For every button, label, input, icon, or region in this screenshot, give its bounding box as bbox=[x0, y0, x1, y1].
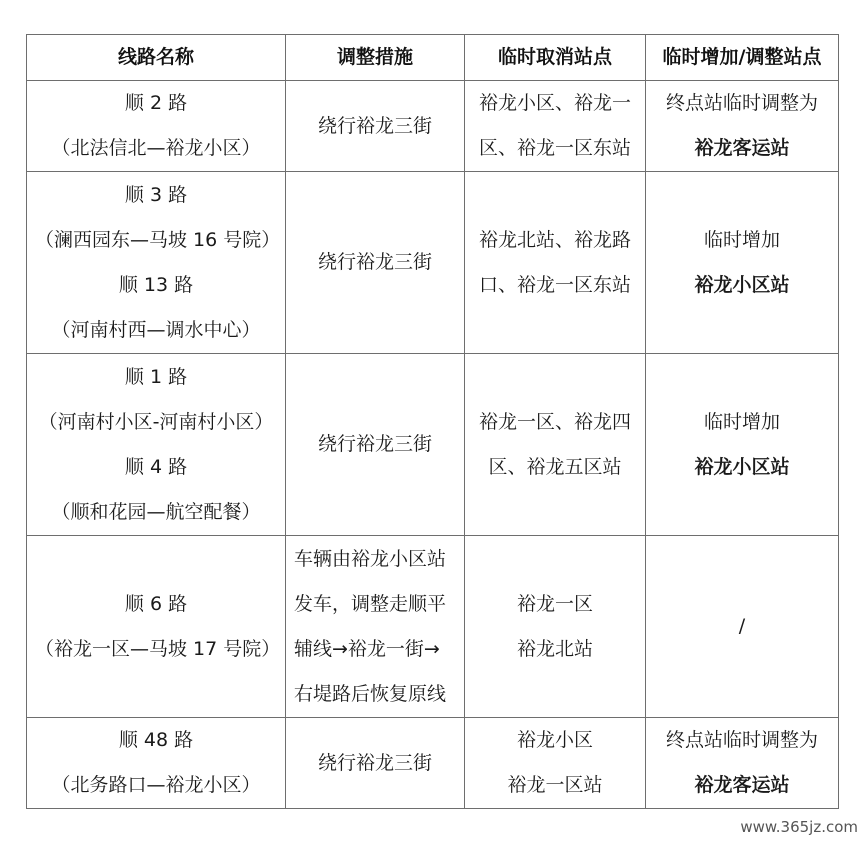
table-header-row bbox=[27, 35, 839, 81]
header-added: 临时增加/调整站点 bbox=[646, 35, 839, 81]
cancelled-text: 裕龙北站、裕龙路 bbox=[478, 228, 631, 251]
route-span: （北务路口—裕龙小区） bbox=[51, 774, 261, 796]
added-text: 临时增加 bbox=[703, 410, 780, 433]
table-row bbox=[27, 536, 839, 718]
measure-text: 绕行裕龙三街 bbox=[317, 114, 432, 137]
measure-text: 车辆由裕龙小区站 bbox=[294, 547, 447, 570]
added-text: 终点站临时调整为 bbox=[665, 92, 818, 114]
measure-text: 绕行裕龙三街 bbox=[317, 751, 432, 774]
route-adjustment-table bbox=[26, 34, 839, 809]
route-span: （河南村西—调水中心） bbox=[51, 318, 261, 341]
route-span: （北法信北—裕龙小区） bbox=[51, 137, 261, 159]
added-cell bbox=[646, 172, 839, 354]
site-watermark: www.365jz.com bbox=[740, 818, 858, 836]
cancelled-text: 口、裕龙一区东站 bbox=[478, 273, 631, 296]
added-text: / bbox=[738, 615, 746, 637]
table-row bbox=[27, 81, 839, 172]
measure-text: 右堤路后恢复原线 bbox=[294, 682, 447, 705]
route-name: 顺 2 路 bbox=[124, 92, 188, 114]
measures-cell bbox=[286, 536, 465, 718]
added-cell bbox=[646, 536, 839, 718]
cancelled-text: 区、裕龙一区东站 bbox=[478, 137, 631, 159]
measures-cell bbox=[286, 354, 465, 536]
measures-cell bbox=[286, 172, 465, 354]
route-name: 顺 48 路 bbox=[118, 729, 194, 751]
added-cell bbox=[646, 81, 839, 172]
cancelled-cell bbox=[465, 81, 646, 172]
route-cell bbox=[27, 81, 286, 172]
measures-cell bbox=[286, 718, 465, 809]
measure-text: 辅线→裕龙一街→ bbox=[294, 637, 440, 660]
cancelled-cell bbox=[465, 718, 646, 809]
route-name: 顺 3 路 bbox=[124, 183, 188, 206]
header-route: 线路名称 bbox=[27, 35, 286, 81]
route-span: （顺和花园—航空配餐） bbox=[51, 500, 261, 523]
cancelled-text: 裕龙小区 bbox=[516, 729, 593, 751]
measure-text: 绕行裕龙三街 bbox=[317, 433, 432, 455]
route-cell bbox=[27, 172, 286, 354]
route-name: 顺 4 路 bbox=[124, 455, 188, 478]
cancelled-cell bbox=[465, 536, 646, 718]
route-cell bbox=[27, 718, 286, 809]
route-span: （澜西园东—马坡 16 号院） bbox=[35, 228, 281, 251]
added-cell bbox=[646, 354, 839, 536]
route-span: （裕龙一区—马坡 17 号院） bbox=[35, 637, 281, 660]
added-text: 裕龙客运站 bbox=[694, 137, 790, 159]
route-name: 顺 6 路 bbox=[124, 592, 188, 615]
added-text: 裕龙小区站 bbox=[694, 455, 790, 478]
cancelled-cell bbox=[465, 354, 646, 536]
header-measures: 调整措施 bbox=[286, 35, 465, 81]
route-span: （河南村小区-河南村小区） bbox=[38, 410, 274, 433]
route-cell bbox=[27, 536, 286, 718]
added-text: 裕龙小区站 bbox=[694, 273, 790, 296]
cancelled-cell bbox=[465, 172, 646, 354]
added-text: 终点站临时调整为 bbox=[665, 729, 818, 751]
route-name: 顺 1 路 bbox=[124, 365, 188, 388]
cancelled-text: 裕龙一区站 bbox=[507, 774, 603, 796]
measures-cell bbox=[286, 81, 465, 172]
measure-text: 绕行裕龙三街 bbox=[317, 251, 432, 273]
added-text: 裕龙客运站 bbox=[694, 774, 790, 796]
route-cell bbox=[27, 354, 286, 536]
added-cell bbox=[646, 718, 839, 809]
table-row bbox=[27, 354, 839, 536]
header-cancelled: 临时取消站点 bbox=[465, 35, 646, 81]
route-name: 顺 13 路 bbox=[118, 273, 194, 296]
table-row bbox=[27, 718, 839, 809]
table-row bbox=[27, 172, 839, 354]
cancelled-text: 裕龙一区 bbox=[516, 592, 593, 615]
cancelled-text: 裕龙一区、裕龙四 bbox=[478, 410, 631, 433]
added-text: 临时增加 bbox=[703, 228, 780, 251]
cancelled-text: 裕龙小区、裕龙一 bbox=[478, 92, 631, 114]
cancelled-text: 区、裕龙五区站 bbox=[488, 455, 622, 478]
cancelled-text: 裕龙北站 bbox=[516, 637, 593, 660]
measure-text: 发车，调整走顺平 bbox=[294, 592, 447, 615]
